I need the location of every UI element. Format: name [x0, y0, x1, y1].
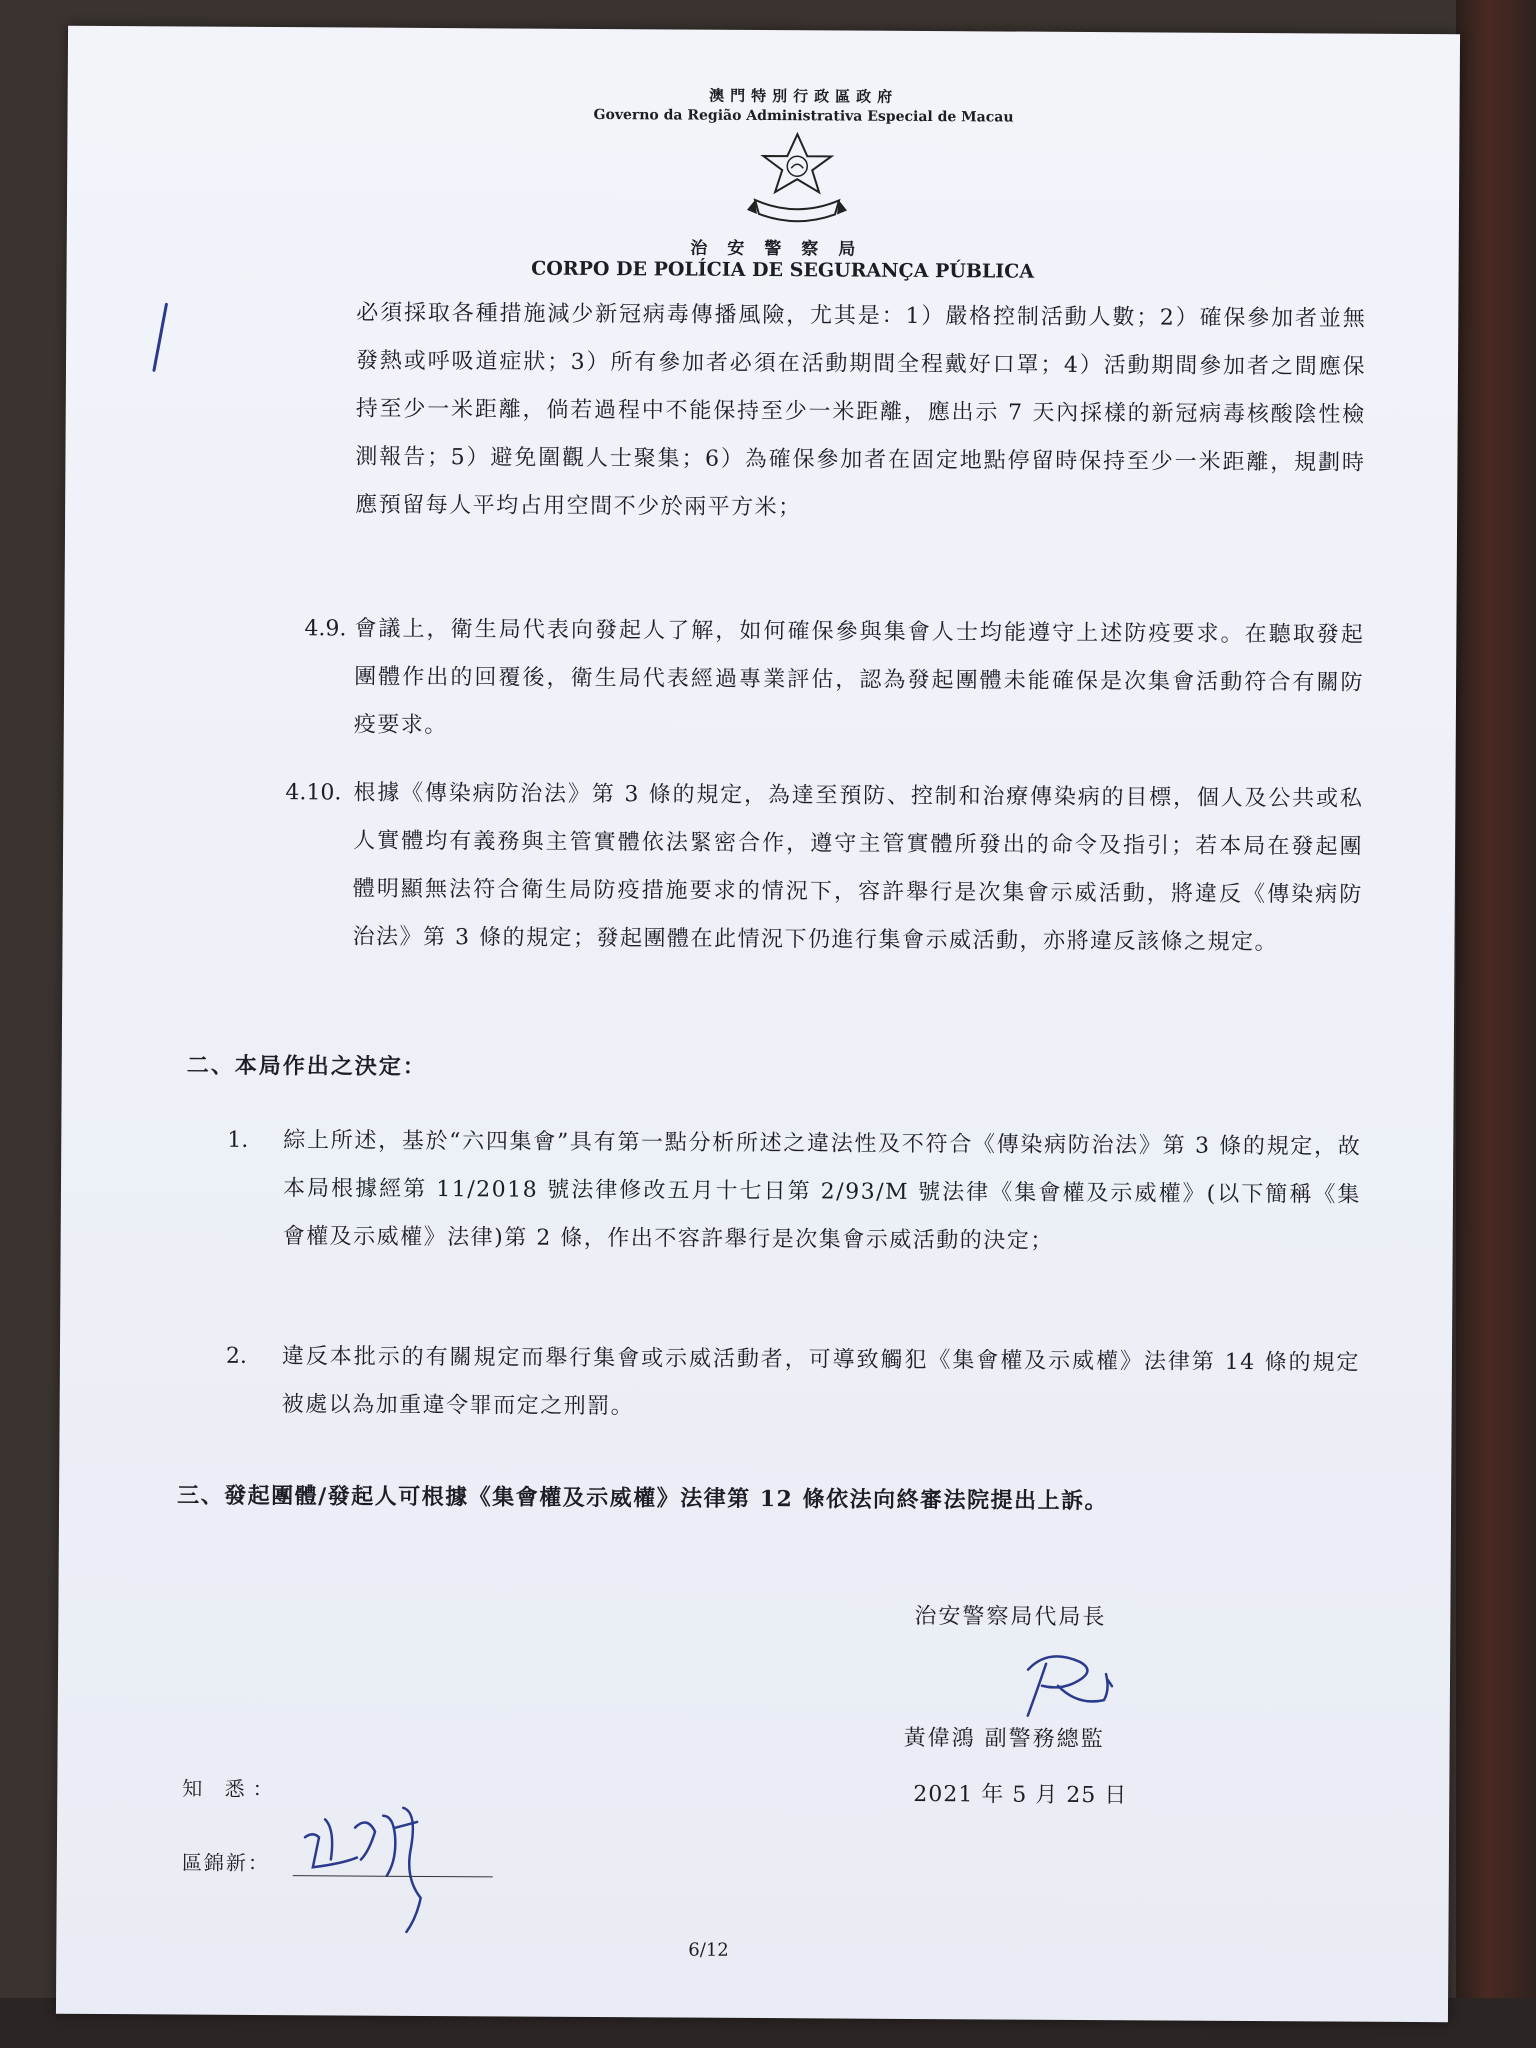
background-right-edge: [1456, 0, 1536, 2048]
page-number: 6/12: [688, 1939, 729, 1961]
department-name-zh: 治安警察局: [690, 238, 876, 260]
decision-2-number: 2.: [225, 1343, 248, 1369]
signature-mark: [998, 1649, 1138, 1730]
signatory-title: 治安警察局代局長: [914, 1603, 1107, 1631]
acknowledgement-label: 知 悉：: [182, 1776, 281, 1802]
item-4-9-text: 會議上，衛生局代表向發起人了解，如何確保參與集會人士均能遵守上述防疫要求。在聽取發起團體作出的回覆後，衛生局代表經過專業評估，認為發起團體未能確保是次集會活動符合有關防疫要求。: [353, 616, 1365, 739]
item-4-10-number: 4.10.: [285, 780, 342, 806]
government-name-pt: Governo da Região Administrativa Especial de Macau: [593, 106, 1014, 126]
document-page: [56, 26, 1460, 2022]
police-emblem-icon: [737, 130, 858, 231]
acknowledgement-name: 區錦新：: [181, 1850, 270, 1876]
government-name-zh: 澳門特別行政區政府: [709, 86, 899, 106]
signature-date: 2021 年 5 月 25 日: [913, 1781, 1128, 1809]
department-name-pt: CORPO DE POLÍCIA DE SEGURANÇA PÚBLICA: [531, 257, 1035, 283]
item-4-10-text: 根據《傳染病防治法》第 3 條的規定，為達至預防、控制和治療傳染病的目標，個人及公共或私人實體均有義務與主管實體依法緊密合作，遵守主管實體所發出的命令及指引；若本局在發起團體明顯無法符合衛生局防疫措施要求的情況下，容許舉行是次集會示威活動，將違反《傳染病防治法》第 3 條的規定；發起團體在此情況下仍進行集會示威活動，亦將違反該條之規定。: [352, 780, 1364, 956]
section-3-appeal: 三、發起團體/發起人可根據《集會權及示威權》法律第 12 條依法向終審法院提出上訴。: [177, 1482, 1109, 1515]
letterhead: [67, 81, 1460, 285]
acknowledgement-signature: [294, 1797, 475, 1938]
item-4-9-number: 4.9.: [304, 616, 347, 642]
decision-1-number: 1.: [227, 1127, 249, 1153]
signatory-name: 黃偉鴻 副警務總監: [903, 1725, 1105, 1753]
margin-pen-mark: [150, 302, 170, 372]
decision-1-text: 綜上所述，基於“六四集會”具有第一點分析所述之違法性及不符合《傳染病防治法》第 3 條的規定，故本局根據經第 11/2018 號法律修改五月十七日第 2/93/M 號法律《集會權及示威權》(以下簡稱《集會權及示威權》法律)第 2 條，作出不容許舉行是次集會示威活動的決定；: [282, 1128, 1362, 1254]
decision-2-text: 違反本批示的有關規定而舉行集會或示威活動者，可導致觸犯《集會權及示威權》法律第 14 條的規定被處以為加重違令罪而定之刑罰。: [281, 1344, 1361, 1420]
section-2-heading: 二、本局作出之決定：: [186, 1052, 427, 1080]
continuation-paragraph: 必須採取各種措施減少新冠病毒傳播風險，尤其是：1）嚴格控制活動人數；2）確保參加者並無發熱或呼吸道症狀；3）所有參加者必須在活動期間全程戴好口罩；4）活動期間參加者之間應保持至少一米距離，倘若過程中不能保持至少一米距離，應出示 7 天內採樣的新冠病毒核酸陰性檢測報告；5）避免圍觀人士聚集；6）為確保參加者在固定地點停留時保持至少一米距離，規劃時應預留每人平均占用空間不少於兩平方米；: [355, 300, 1367, 521]
